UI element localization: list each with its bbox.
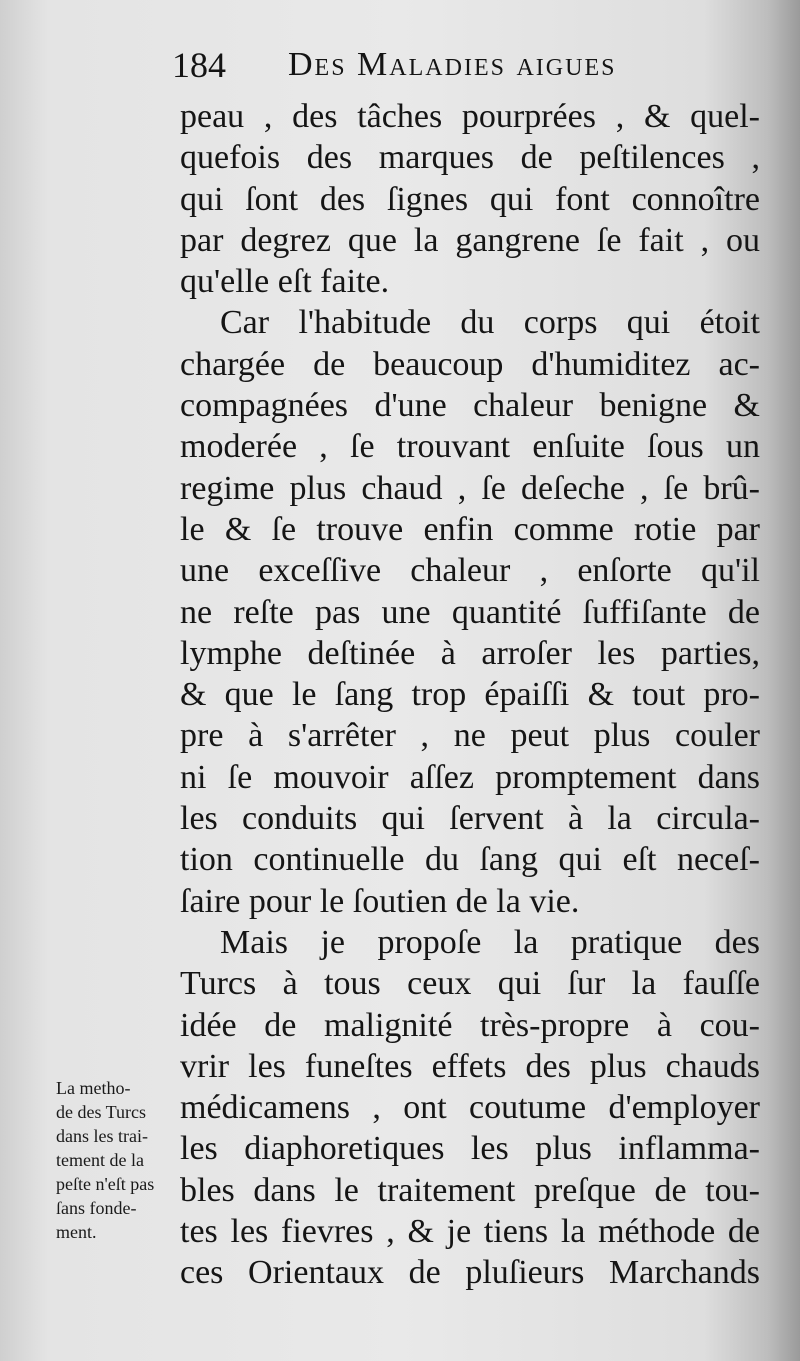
text-line: par degrez que la gangrene ſe fait , ou	[180, 221, 760, 259]
text-line: chargée de beaucoup d'humiditez ac-	[180, 345, 760, 383]
text-line: quefois des marques de peſtilences ,	[180, 139, 760, 177]
text-line: ſaire pour le ſoutien de la vie.	[180, 882, 580, 920]
text-line: ni ſe mouvoir aſſez promptement dans	[180, 758, 760, 796]
text-line: bles dans le traitement preſque de tou-	[180, 1171, 760, 1209]
page-header	[172, 44, 692, 94]
margin-note-line: tement de la	[56, 1150, 144, 1170]
text-line: Mais je propoſe la pratique des	[220, 923, 760, 961]
text-line: ces Orientaux de pluſieurs Marchands	[180, 1254, 760, 1292]
margin-note	[56, 1076, 196, 1244]
text-line: compagnées d'une chaleur benigne &	[180, 387, 760, 425]
text-line: peau , des tâches pourprées , & quel-	[180, 98, 760, 135]
body-text	[180, 96, 760, 1294]
margin-note-line: ſans fonde-	[56, 1198, 137, 1218]
text-line: pre à s'arrêter , ne peut plus couler	[180, 717, 760, 755]
margin-note-line: ment.	[56, 1222, 97, 1242]
text-line: tion continuelle du ſang qui eſt neceſ-	[180, 841, 760, 879]
text-line: vrir les funeſtes effets des plus chauds	[180, 1047, 760, 1085]
margin-note-line: dans les trai-	[56, 1126, 148, 1146]
text-line: qu'elle eſt faite.	[180, 263, 390, 301]
text-line: Car l'habitude du corps qui étoit	[220, 304, 760, 342]
text-line: moderée , ſe trouvant enſuite ſous un	[180, 428, 760, 466]
margin-note-line: peſte n'eſt pas	[56, 1174, 155, 1194]
text-line: regime plus chaud , ſe deſeche , ſe brû-	[180, 469, 760, 507]
margin-note-line: La metho-	[56, 1078, 131, 1098]
text-line: tes les fievres , & je tiens la méthode de	[180, 1213, 760, 1251]
text-line: idée de malignité très-propre à cou-	[180, 1006, 760, 1044]
text-line: les conduits qui ſervent à la circula-	[180, 800, 760, 838]
text-line: le & ſe trouve enfin comme rotie par	[180, 510, 760, 548]
text-line: les diaphoretiques les plus inflamma-	[180, 1130, 760, 1168]
running-head: Des Maladies aigues	[288, 46, 617, 83]
text-line: lymphe deſtinée à arroſer les parties,	[180, 634, 760, 672]
text-line: Turcs à tous ceux qui ſur la fauſſe	[180, 965, 760, 1003]
text-line: médicamens , ont coutume d'employer	[180, 1089, 760, 1127]
margin-note-line: de des Turcs	[56, 1102, 147, 1122]
text-line: ne reſte pas une quantité ſuffiſante de	[180, 593, 760, 631]
text-line: & que le ſang trop épaiſſi & tout pro-	[180, 676, 760, 714]
text-line: une exceſſive chaleur , enſorte qu'il	[180, 552, 760, 590]
page-number: 184	[172, 45, 226, 85]
text-line: qui ſont des ſignes qui font connoître	[180, 180, 760, 218]
